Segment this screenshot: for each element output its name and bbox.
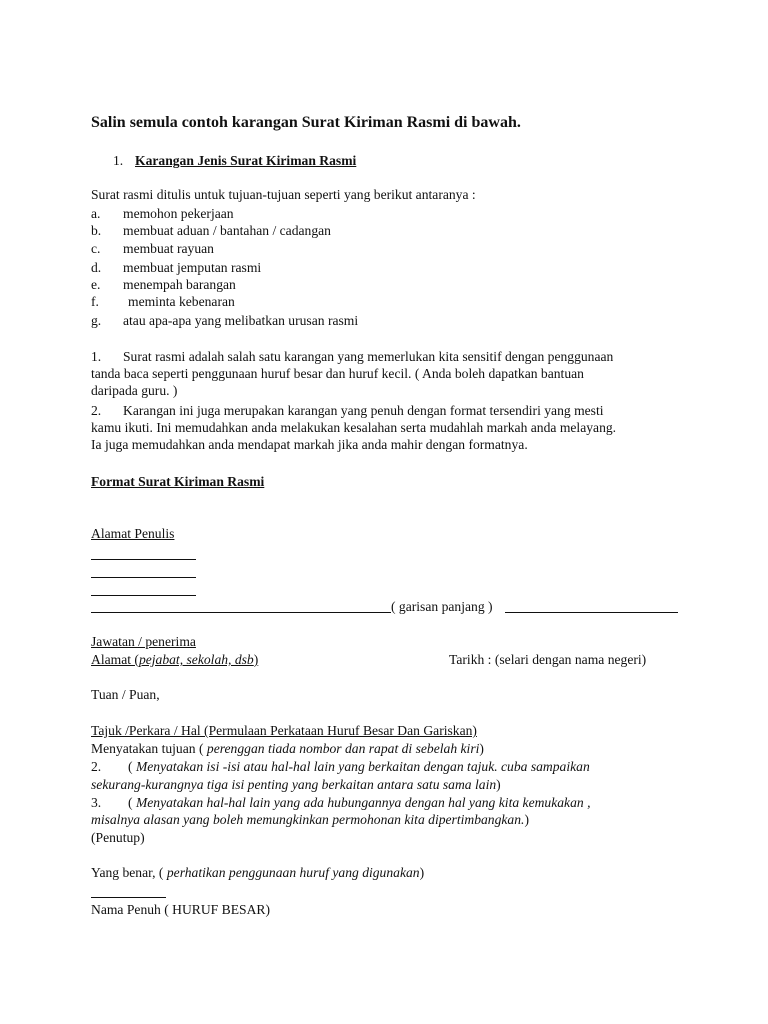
intro-text: Surat rasmi ditulis untuk tujuan-tujuan seperti yang berikut antaranya : <box>91 187 476 202</box>
list-item: c. membuat rayuan <box>91 241 214 256</box>
long-line-right <box>505 612 678 613</box>
list-item: g. atau apa-apa yang melibatkan urusan rasmi <box>91 313 359 328</box>
tujuan-line: Menyatakan tujuan ( perenggan tiada nombor dan rapat di sebelah kiri) <box>91 741 484 756</box>
list-item: b. membuat aduan / bantahan / cadangan <box>91 223 331 238</box>
note-1-line-1: 1. Surat rasmi adalah salah satu karangan yang memerlukan kita sensitif dengan penggunaan <box>91 349 614 364</box>
nama-penuh-line: Nama Penuh ( HURUF BESAR) <box>91 902 270 917</box>
list-item: e. menempah barangan <box>91 277 236 292</box>
section-number: 1. <box>113 153 124 168</box>
yang-benar-line: Yang benar, ( perhatikan penggunaan huruf yang digunakan) <box>91 865 425 880</box>
jawatan-label: Jawatan / penerima <box>91 634 196 649</box>
note-1-line-3: daripada guru. ) <box>91 383 178 398</box>
section-heading-1 <box>113 152 356 169</box>
list-item: a. memohon pekerjaan <box>91 206 234 221</box>
paragraph-2-line-2: sekurang-kurangnya tiga isi penting yang berkaitan antara satu sama lain) <box>91 777 501 792</box>
list-item: f. meminta kebenaran <box>91 294 235 309</box>
tajuk-line: Tajuk /Perkara / Hal (Permulaan Perkataan Huruf Besar Dan Gariskan) <box>91 723 477 738</box>
list-item: d. membuat jemputan rasmi <box>91 260 262 275</box>
paragraph-3-line-1: 3. ( Menyatakan hal-hal lain yang ada hubungannya dengan hal yang kita kemukakan , <box>91 795 591 810</box>
note-2-line-2: kamu ikuti. Ini memudahkan anda melakukan kesalahan serta mudahlah markah anda melayang. <box>91 420 617 435</box>
penutup-line: (Penutup) <box>91 830 145 845</box>
tarikh-label: Tarikh : (selari dengan nama negeri) <box>449 652 647 667</box>
alamat-label: Alamat (pejabat, sekolah, dsb) <box>91 652 259 667</box>
address-line <box>91 577 196 578</box>
signature-line <box>91 897 166 898</box>
document-title: Salin semula contoh karangan Surat Kiriman Rasmi di bawah. <box>91 114 521 131</box>
format-heading: Format Surat Kiriman Rasmi <box>91 474 265 489</box>
paragraph-2-line-1: 2. ( Menyatakan isi -isi atau hal-hal lain yang berkaitan dengan tajuk. cuba sampaikan <box>91 759 590 774</box>
note-1-line-2: tanda baca seperti penggunaan huruf besar dan huruf kecil. ( Anda boleh dapatkan bantuan <box>91 366 584 381</box>
note-2-line-3: Ia juga memudahkan anda mendapat markah jika anda mahir dengan formatnya. <box>91 437 528 452</box>
section-title: Karangan Jenis Surat Kiriman Rasmi <box>135 153 357 168</box>
long-line-left <box>91 612 391 613</box>
garisan-panjang-label: ( garisan panjang ) <box>391 599 493 614</box>
salutation: Tuan / Puan, <box>91 687 160 702</box>
note-2-line-1: 2. Karangan ini juga merupakan karangan yang penuh dengan format tersendiri yang mesti <box>91 403 604 418</box>
address-line <box>91 595 196 596</box>
alamat-penulis-label: Alamat Penulis <box>91 526 175 541</box>
paragraph-3-line-2: misalnya alasan yang boleh memungkinkan permohonan kita dipertimbangkan.) <box>91 812 529 827</box>
address-line <box>91 559 196 560</box>
